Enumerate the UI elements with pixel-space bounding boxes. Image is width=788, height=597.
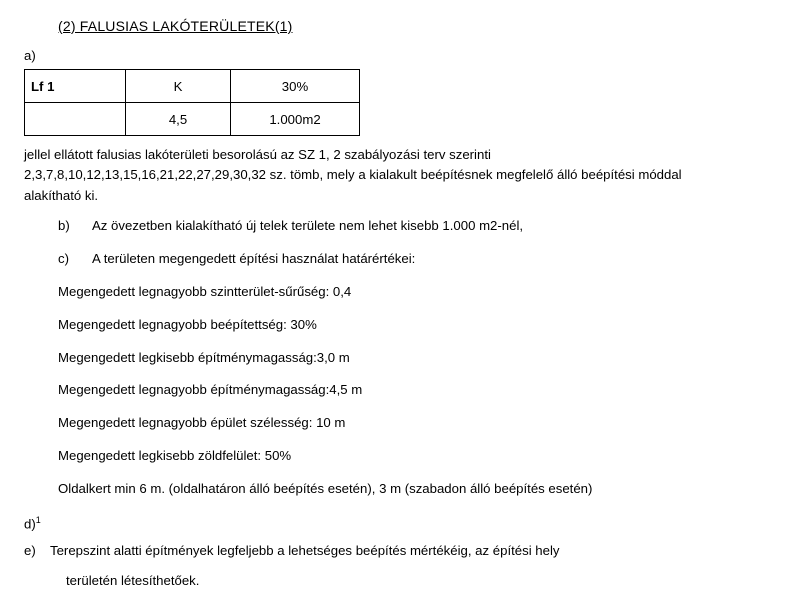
list-item-e-continuation: területén létesíthetőek.: [66, 572, 200, 588]
table-cell-coverage: 30%: [231, 70, 360, 103]
detail-line: Megengedett legkisebb zöldfelület: 50%: [58, 447, 292, 463]
detail-line: Megengedett legnagyobb szintterület-sűrűség: 0,4: [58, 283, 352, 299]
detail-line: Megengedett legkisebb építménymagasság:3,0 m: [58, 349, 350, 365]
list-item-b: [58, 216, 766, 236]
list-marker-e: e): [24, 542, 36, 558]
list-label-a: a): [24, 48, 36, 63]
list-item-e: [24, 541, 766, 561]
list-marker-b: b): [58, 218, 70, 234]
list-item-e-text: Terepszint alatti építmények legfeljebb a lehetséges beépítés mértékéig, az építési hely: [50, 542, 560, 558]
list-item-c: [58, 249, 766, 269]
list-label-d-text: d): [24, 515, 36, 531]
list-item-b-text: Az övezetben kialakítható új telek területe nem lehet kisebb 1.000 m2-nél,: [92, 218, 524, 234]
section-heading: (2) FALUSIAS LAKÓTERÜLETEK(1): [58, 18, 293, 34]
paragraph-line: alakítható ki.: [24, 187, 99, 203]
table-row: [25, 103, 360, 136]
table-row: [25, 70, 360, 103]
list-item-c-text: A területen megengedett építési használat határértékei:: [92, 251, 416, 267]
paragraph-zone-description: [22, 145, 766, 206]
paragraph-line: 2,3,7,8,10,12,13,15,16,21,22,27,29,30,32 sz. tömb, mely a kialakult beépítésnek megfelelő álló beépítési móddal: [24, 167, 682, 183]
table-cell-empty: [25, 103, 126, 136]
detail-line: Megengedett legnagyobb beépítettség: 30%: [58, 316, 317, 332]
footnote-marker: 1: [35, 514, 41, 525]
table-cell-build-mode: K: [126, 70, 231, 103]
list-marker-c: c): [58, 251, 69, 267]
detail-line: Megengedett legnagyobb épület szélesség: 10 m: [58, 415, 346, 431]
table-cell-height: 4,5: [126, 103, 231, 136]
table-cell-lot-size: 1.000m2: [231, 103, 360, 136]
table-cell-zone-code: Lf 1: [25, 70, 126, 103]
detail-line: Megengedett legnagyobb építménymagasság:4,5 m: [58, 382, 363, 398]
paragraph-line: jellel ellátott falusias lakóterületi besorolású az SZ 1, 2 szabályozási terv szerinti: [24, 147, 491, 162]
list-label-d: [24, 515, 766, 531]
zone-parameters-table: [24, 69, 360, 136]
detail-line: Oldalkert min 6 m. (oldalhatáron álló beépítés esetén), 3 m (szabadon álló beépítés esetén): [58, 480, 593, 496]
